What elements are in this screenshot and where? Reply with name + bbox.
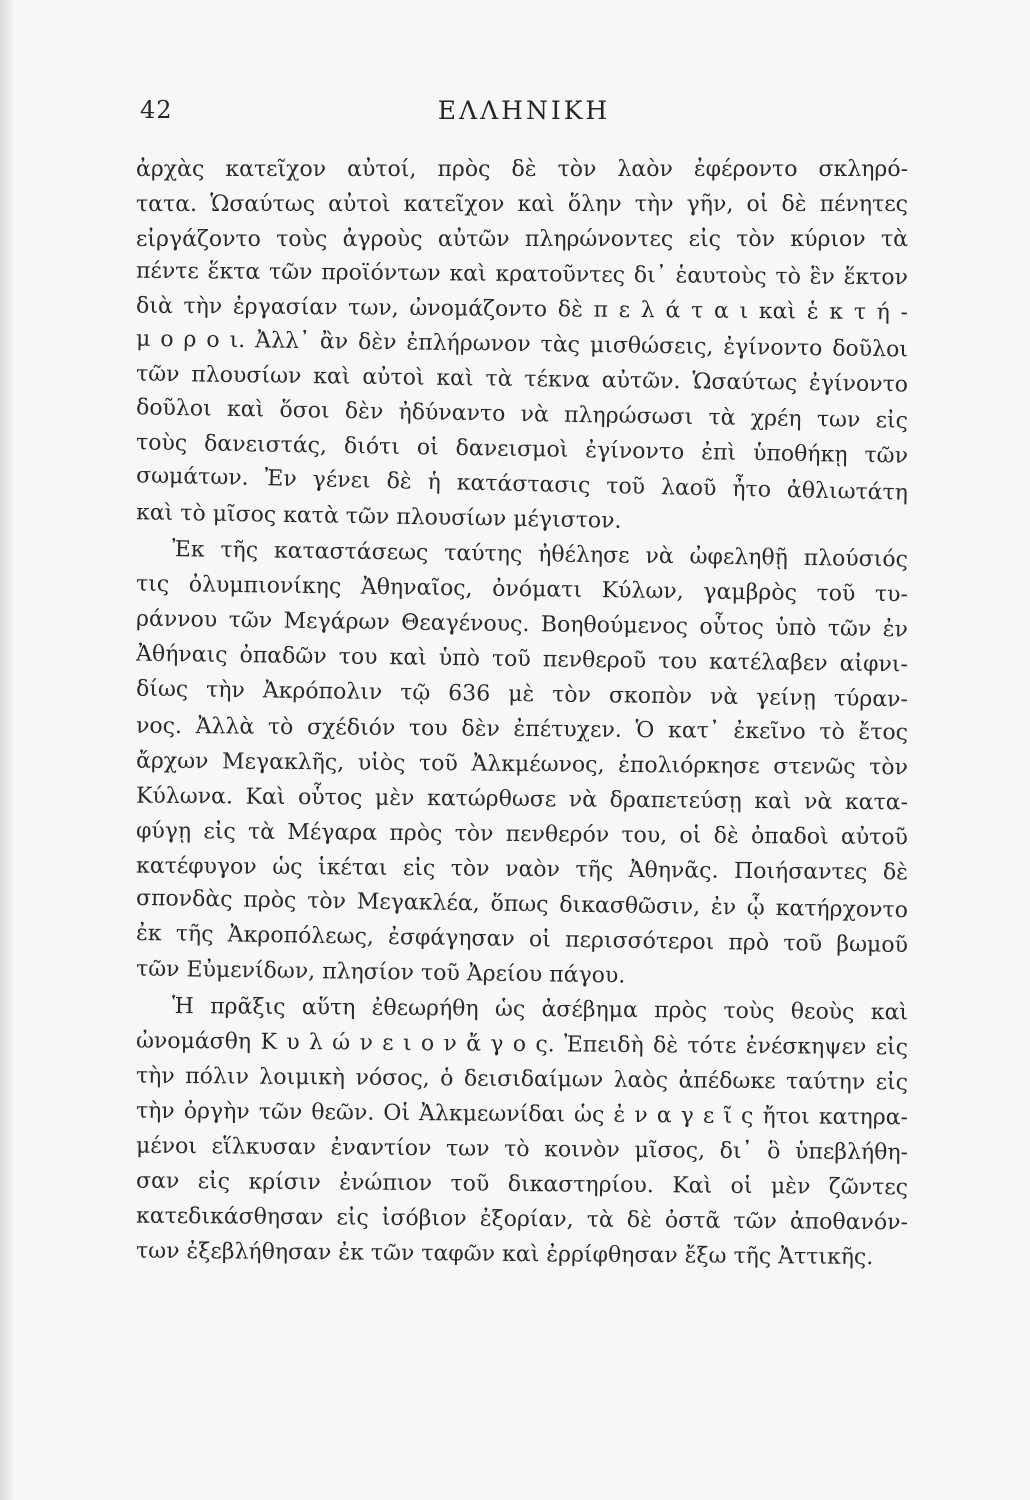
paragraph-start-line: Ἡ πρᾶξις αὕτη ἐθεωρήθη ὡς ἀσέβημα πρὸς τοὺς θεοὺς καὶ [171,993,909,1026]
text-line: τῶν πλουσίων καὶ αὐτοὶ καὶ τὰ τέκνα αὐτῶν. Ὡσαύτως ἐγίνοντο [135,361,909,398]
text-line: Ἀθήναις ὀπαδῶν του καὶ ὑπὸ τοῦ πενθεροῦ του κατέλαβεν αἰφνι- [135,641,909,678]
text-line: τις ὀλυμπιονίκης Ἀθηναῖος, ὀνόματι Κύλων, γαμβρὸς τοῦ τυ- [135,571,909,608]
text-line: εἰργάζοντο τοὺς ἀγροὺς αὐτῶν πληρώνοντες εἰς τὸν κύριον τὰ [136,227,908,252]
text-line: ἐκ τῆς Ἀκροπόλεως, ἐσφάγησαν οἱ περισσότεροι πρὸ τοῦ βωμοῦ [135,920,909,959]
text-line: ὠνομάσθη Κ υ λ ώ ν ε ι ο ν ἄ γ ο ς. Ἐπειδὴ δὲ τότε ἐνέσκηψεν εἰς [135,1028,909,1061]
text-line: των ἐξεβλήθησαν ἐκ τῶν ταφῶν καὶ ἐρρίφθησαν ἔξω τῆς Ἀττικῆς. [135,1238,874,1271]
text-line: τατα. Ὡσαύτως αὐτοὶ κατεῖχον καὶ ὅλην τὴν γῆν, οἱ δὲ πένητες [136,192,908,217]
text-line: διὰ τὴν ἐργασίαν των, ὠνομάζοντο δὲ π ε λ ά τ α ι καὶ ἑ κ τ ή - [135,293,909,326]
text-line: σαν εἰς κρίσιν ἐνώπιον τοῦ δικαστηρίου. Καὶ οἱ μὲν ζῶντες [135,1168,909,1201]
text-line: ἀρχὰς κατεῖχον αὐτοί, πρὸς δὲ τὸν λαὸν ἐφέροντο σκληρό- [136,157,908,182]
text-line: δοῦλοι καὶ ὅσοι δὲν ἠδύναντο νὰ πληρώσωσι τὰ χρέη των εἰς [135,395,909,434]
running-title: ΕΛΛΗΝΙΚΗ [437,96,611,125]
text-line: μένοι εἵλκυσαν ἐναντίον των τὸ κοινὸν μῖσος, δι᾽ ὃ ὑπεβλήθη- [135,1133,909,1166]
text-line: σωμάτων. Ἐν γένει δὲ ἡ κατάστασις τοῦ λαοῦ ἦτο ἀθλιωτάτη [135,463,909,506]
text-line: σπονδὰς πρὸς τὸν Μεγακλέα, ὅπως δικασθῶσιν, ἐν ᾧ κατήρχοντο [135,885,909,924]
text-line: τοὺς δανειστάς, διότι οἱ δανεισμοὶ ἐγίνοντο ἐπὶ ὑποθήκῃ τῶν [135,430,909,469]
text-line: μ ο ρ ο ι. Ἀλλ᾽ ἂν δὲν ἐπλήρωνον τὰς μισθώσεις, ἐγίνοντο δοῦλοι [135,326,909,363]
text-line: ἄρχων Μεγακλῆς, υἱὸς τοῦ Ἀλκμέωνος, ἐπολιόρκησε στενῶς τὸν [135,748,909,781]
text-line: δίως τὴν Ἀκρόπολιν τῷ 636 μὲ τὸν σκοπὸν νὰ γείνῃ τύραν- [135,676,909,713]
text-line: καὶ τὸ μῖσος κατὰ τῶν πλουσίων μέγιστον. [135,500,622,534]
text-line: τὴν πόλιν λοιμικὴ νόσος, ὁ δεισιδαίμων λαὸς ἀπέδωκε ταύτην εἰς [135,1063,909,1096]
text-line: τὴν ὀργὴν τῶν θεῶν. Οἱ Ἀλκμεωνίδαι ὡς ἐ ν α γ ε ῖ ς ἤτοι κατηρα- [135,1098,909,1131]
text-line: τῶν Εὐμενίδων, πλησίον τοῦ Ἀρείου πάγου. [135,956,626,989]
text-line: πέντε ἕκτα τῶν προϊόντων καὶ κρατοῦντες δι᾽ ἑαυτοὺς τὸ ἓν ἕκτον [135,258,909,291]
paragraph-start-line: Ἐκ τῆς καταστάσεως ταύτης ἠθέλησε νὰ ὠφεληθῇ πλούσιός [171,537,909,573]
text-line: Κύλωνα. Καὶ οὗτος μὲν κατώρθωσε νὰ δραπετεύσῃ καὶ νὰ κατα- [135,783,909,816]
text-line: νος. Ἀλλὰ τὸ σχέδιόν του δὲν ἐπέτυχεν. Ὁ κατ᾽ ἐκεῖνο τὸ ἔτος [135,713,909,746]
text-line: ράννου τῶν Μεγάρων Θεαγένους. Βοηθούμενος οὗτος ὑπὸ τῶν ἐν [135,606,909,643]
page-header [140,96,908,136]
text-line: φύγῃ εἰς τὰ Μέγαρα πρὸς τὸν πενθερόν του, οἱ δὲ ὀπαδοὶ αὐτοῦ [135,818,909,851]
page-number: 42 [140,96,173,124]
text-line: κατέφυγον ὡς ἱκέται εἰς τὸν ναὸν τῆς Ἀθηνᾶς. Ποιήσαντες δὲ [135,853,909,886]
text-line: κατεδικάσθησαν εἰς ἰσόβιον ἐξορίαν, τὰ δὲ ὀστᾶ τῶν ἀποθανόν- [135,1203,909,1236]
body-text [136,152,908,1272]
